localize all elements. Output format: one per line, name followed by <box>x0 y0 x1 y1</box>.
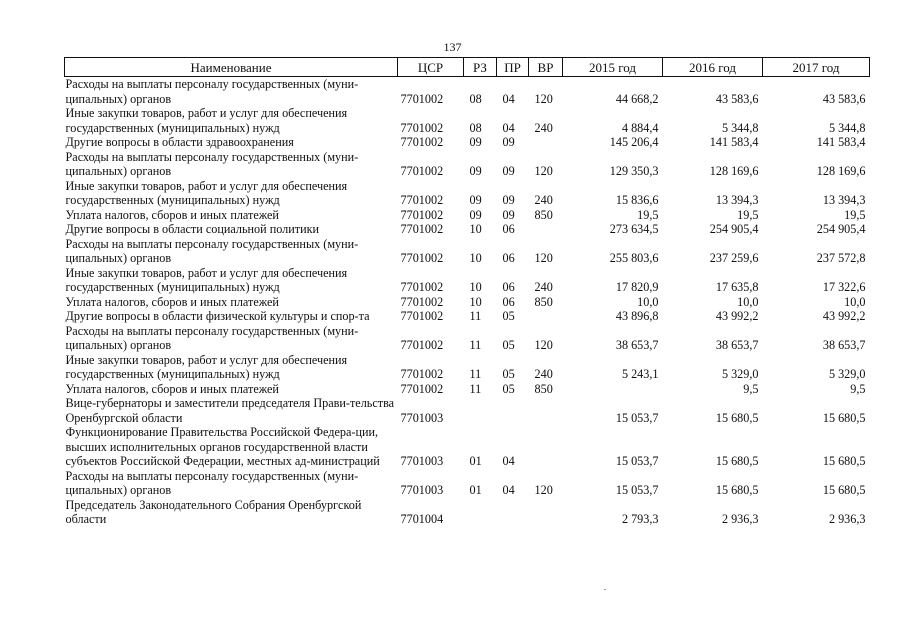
table-row <box>65 324 870 353</box>
row-pr: 04 <box>502 91 515 106</box>
row-2015: 145 206,4 <box>609 135 659 149</box>
scan-speck <box>604 589 606 590</box>
row-csr: 7701002 <box>400 91 444 106</box>
row-2016: 237 259,6 <box>709 251 759 265</box>
column-header-pr: ПР <box>497 58 529 77</box>
row-vr: 850 <box>534 381 553 396</box>
table-row <box>65 382 870 397</box>
row-2016: 5 344,8 <box>721 120 759 135</box>
row-name: Другие вопросы в области здравоохранения <box>65 135 294 149</box>
table-row <box>65 150 870 179</box>
row-name: Уплата налогов, сборов и иных платежей <box>65 294 279 309</box>
row-2017: 2 936,3 <box>828 512 866 526</box>
row-name: Уплата налогов, сборов и иных платежей <box>65 207 279 222</box>
row-csr: 7701002 <box>400 193 444 207</box>
row-2017: 15 680,5 <box>822 410 866 425</box>
row-csr: 7701002 <box>400 207 444 222</box>
column-header-name: Наименование <box>65 58 398 77</box>
row-csr: 7701002 <box>400 135 444 149</box>
row-2017: 254 905,4 <box>816 222 866 236</box>
row-2017: 38 653,7 <box>822 338 866 352</box>
row-2016: 13 394,3 <box>715 193 759 207</box>
row-2016: 2 936,3 <box>721 512 759 526</box>
row-name: Иные закупки товаров, работ и услуг для обеспечения государственных (муниципальных) нужд <box>65 265 348 294</box>
row-pr: 05 <box>502 381 515 396</box>
table-row <box>65 77 870 107</box>
row-name: Иные закупки товаров, работ и услуг для обеспечения государственных (муниципальных) нужд <box>65 106 348 135</box>
row-vr: 120 <box>534 483 553 497</box>
row-pr: 06 <box>502 280 515 294</box>
row-2015: 255 803,6 <box>609 251 659 265</box>
row-2015: 43 896,8 <box>615 309 659 323</box>
row-rz: 09 <box>469 193 482 207</box>
row-vr <box>529 135 563 150</box>
row-name: Иные закупки товаров, работ и услуг для обеспечения государственных (муниципальных) нужд <box>65 178 348 207</box>
table-row <box>65 208 870 223</box>
row-2017: 10,0 <box>844 294 866 309</box>
row-vr <box>529 396 563 425</box>
row-2016: 9,5 <box>743 381 759 396</box>
row-2017: 5 344,8 <box>828 120 866 135</box>
row-vr: 240 <box>534 120 553 135</box>
column-header-2017: 2017 год <box>763 58 870 77</box>
budget-table <box>64 57 870 527</box>
row-vr <box>529 222 563 237</box>
row-2016: 15 680,5 <box>715 454 759 468</box>
row-2015: 15 053,7 <box>615 454 659 468</box>
row-2017: 9,5 <box>850 381 866 396</box>
row-rz: 01 <box>469 454 482 468</box>
row-rz: 11 <box>469 309 482 323</box>
row-2015: 38 653,7 <box>615 338 659 352</box>
row-2016: 254 905,4 <box>709 222 759 236</box>
row-2017: 237 572,8 <box>816 251 866 265</box>
row-rz <box>464 498 497 527</box>
row-pr: 09 <box>502 207 515 222</box>
row-csr: 7701003 <box>400 454 444 468</box>
row-2015: 44 668,2 <box>615 91 659 106</box>
row-name: Другие вопросы в области социальной политики <box>65 222 320 236</box>
row-2016: 5 329,0 <box>721 367 759 381</box>
row-2017: 13 394,3 <box>822 193 866 207</box>
table-row <box>65 106 870 135</box>
row-vr <box>529 425 563 469</box>
row-name: Уплата налогов, сборов и иных платежей <box>65 381 279 396</box>
row-vr: 120 <box>534 91 553 106</box>
row-name: Расходы на выплаты персоналу государственных (муни-ципальных) органов <box>65 468 359 497</box>
row-pr: 05 <box>502 309 515 323</box>
row-pr: 06 <box>502 294 515 309</box>
row-2016: 15 680,5 <box>715 410 759 425</box>
row-2017: 19,5 <box>844 207 866 222</box>
table-row <box>65 266 870 295</box>
row-name: Расходы на выплаты персоналу государственных (муни-ципальных) органов <box>65 323 359 352</box>
row-2015: 19,5 <box>637 207 659 222</box>
row-csr: 7701002 <box>400 309 444 323</box>
row-vr: 120 <box>534 251 553 265</box>
row-2015: 2 793,3 <box>621 512 659 526</box>
row-pr: 09 <box>502 193 515 207</box>
table-row <box>65 309 870 324</box>
row-2016: 10,0 <box>737 294 759 309</box>
row-rz <box>464 396 497 425</box>
row-pr: 04 <box>502 120 515 135</box>
table-header-row <box>65 58 870 77</box>
row-rz: 10 <box>469 294 482 309</box>
row-2017: 43 583,6 <box>822 91 866 106</box>
column-header-rz: РЗ <box>464 58 497 77</box>
column-header-2016: 2016 год <box>663 58 763 77</box>
table-row <box>65 179 870 208</box>
row-2015: 15 836,6 <box>615 193 659 207</box>
row-pr <box>497 396 529 425</box>
row-rz: 10 <box>469 280 482 294</box>
table-row <box>65 295 870 310</box>
page-number: 137 <box>443 40 462 54</box>
table-row <box>65 222 870 237</box>
row-2017: 5 329,0 <box>828 367 866 381</box>
column-header-vr: ВР <box>529 58 563 77</box>
row-pr <box>497 498 529 527</box>
table-row <box>65 396 870 425</box>
table-row <box>65 469 870 498</box>
row-pr: 04 <box>502 483 515 497</box>
row-vr <box>529 498 563 527</box>
row-rz: 11 <box>469 338 482 352</box>
row-2016: 141 583,4 <box>709 135 759 149</box>
row-rz: 10 <box>469 222 482 236</box>
row-2017: 128 169,6 <box>816 164 866 178</box>
row-2017: 17 322,6 <box>822 280 866 294</box>
row-2016: 15 680,5 <box>715 483 759 497</box>
row-2016: 128 169,6 <box>709 164 759 178</box>
row-name: Расходы на выплаты персоналу государственных (муни-ципальных) органов <box>65 236 359 265</box>
row-csr: 7701002 <box>400 251 444 265</box>
row-pr: 06 <box>502 251 515 265</box>
table-row <box>65 498 870 527</box>
table-row <box>65 425 870 469</box>
row-csr: 7701002 <box>400 164 444 178</box>
row-csr: 7701004 <box>400 512 444 526</box>
row-vr: 240 <box>534 193 553 207</box>
row-name: Вице-губернаторы и заместители председателя Прави-тельства Оренбургской области <box>65 396 395 425</box>
row-2017: 141 583,4 <box>816 135 866 149</box>
row-2015: 273 634,5 <box>609 222 659 236</box>
row-vr <box>529 309 563 324</box>
table-row <box>65 353 870 382</box>
row-pr: 06 <box>502 222 515 236</box>
row-rz: 08 <box>469 91 482 106</box>
table-body <box>65 77 870 527</box>
row-name: Расходы на выплаты персоналу государственных (муни-ципальных) органов <box>65 77 359 106</box>
row-2015: 17 820,9 <box>615 280 659 294</box>
row-vr: 120 <box>534 164 553 178</box>
row-2016: 43 992,2 <box>715 309 759 323</box>
row-name: Другие вопросы в области физической культуры и спор-та <box>65 309 370 323</box>
column-header-csr: ЦСР <box>398 58 464 77</box>
row-2016: 17 635,8 <box>715 280 759 294</box>
row-2017: 15 680,5 <box>822 454 866 468</box>
row-pr: 04 <box>502 454 515 468</box>
row-name: Функционирование Правительства Российской Федера-ции, высших исполнительных органов государственной власти субъектов Российской Федерации, местных ад-министраций <box>65 425 380 468</box>
row-csr: 7701002 <box>400 222 444 236</box>
row-2015 <box>563 382 663 397</box>
row-2016: 19,5 <box>737 207 759 222</box>
row-name: Иные закупки товаров, работ и услуг для обеспечения государственных (муниципальных) нужд <box>65 352 348 381</box>
row-name: Расходы на выплаты персоналу государственных (муни-ципальных) органов <box>65 149 359 178</box>
row-csr: 7701002 <box>400 338 444 352</box>
row-rz: 09 <box>469 164 482 178</box>
row-rz: 08 <box>469 120 482 135</box>
row-2016: 43 583,6 <box>715 91 759 106</box>
row-pr: 09 <box>502 164 515 178</box>
row-2015: 4 884,4 <box>621 120 659 135</box>
row-rz: 10 <box>469 251 482 265</box>
row-pr: 05 <box>502 367 515 381</box>
row-vr: 120 <box>534 338 553 352</box>
row-csr: 7701002 <box>400 294 444 309</box>
row-rz: 09 <box>469 135 482 149</box>
table-row <box>65 135 870 150</box>
row-pr: 05 <box>502 338 515 352</box>
row-2015: 15 053,7 <box>615 483 659 497</box>
row-pr: 09 <box>502 135 515 149</box>
table-row <box>65 237 870 266</box>
row-rz: 01 <box>469 483 482 497</box>
row-2015: 5 243,1 <box>621 367 659 381</box>
row-name: Председатель Законодательного Собрания Оренбургской области <box>65 497 362 526</box>
row-2016: 38 653,7 <box>715 338 759 352</box>
row-2015: 129 350,3 <box>609 164 659 178</box>
row-vr: 240 <box>534 280 553 294</box>
row-rz: 11 <box>469 381 482 396</box>
row-2017: 15 680,5 <box>822 483 866 497</box>
row-csr: 7701002 <box>400 367 444 381</box>
row-2017: 43 992,2 <box>822 309 866 323</box>
row-csr: 7701002 <box>400 381 444 396</box>
row-csr: 7701002 <box>400 280 444 294</box>
row-rz: 09 <box>469 207 482 222</box>
row-csr: 7701003 <box>400 410 444 425</box>
row-2015: 15 053,7 <box>615 410 659 425</box>
row-2015: 10,0 <box>637 294 659 309</box>
row-vr: 850 <box>534 294 553 309</box>
row-rz: 11 <box>469 367 482 381</box>
row-csr: 7701002 <box>400 120 444 135</box>
row-csr: 7701003 <box>400 483 444 497</box>
row-vr: 850 <box>534 207 553 222</box>
column-header-2015: 2015 год <box>563 58 663 77</box>
row-vr: 240 <box>534 367 553 381</box>
